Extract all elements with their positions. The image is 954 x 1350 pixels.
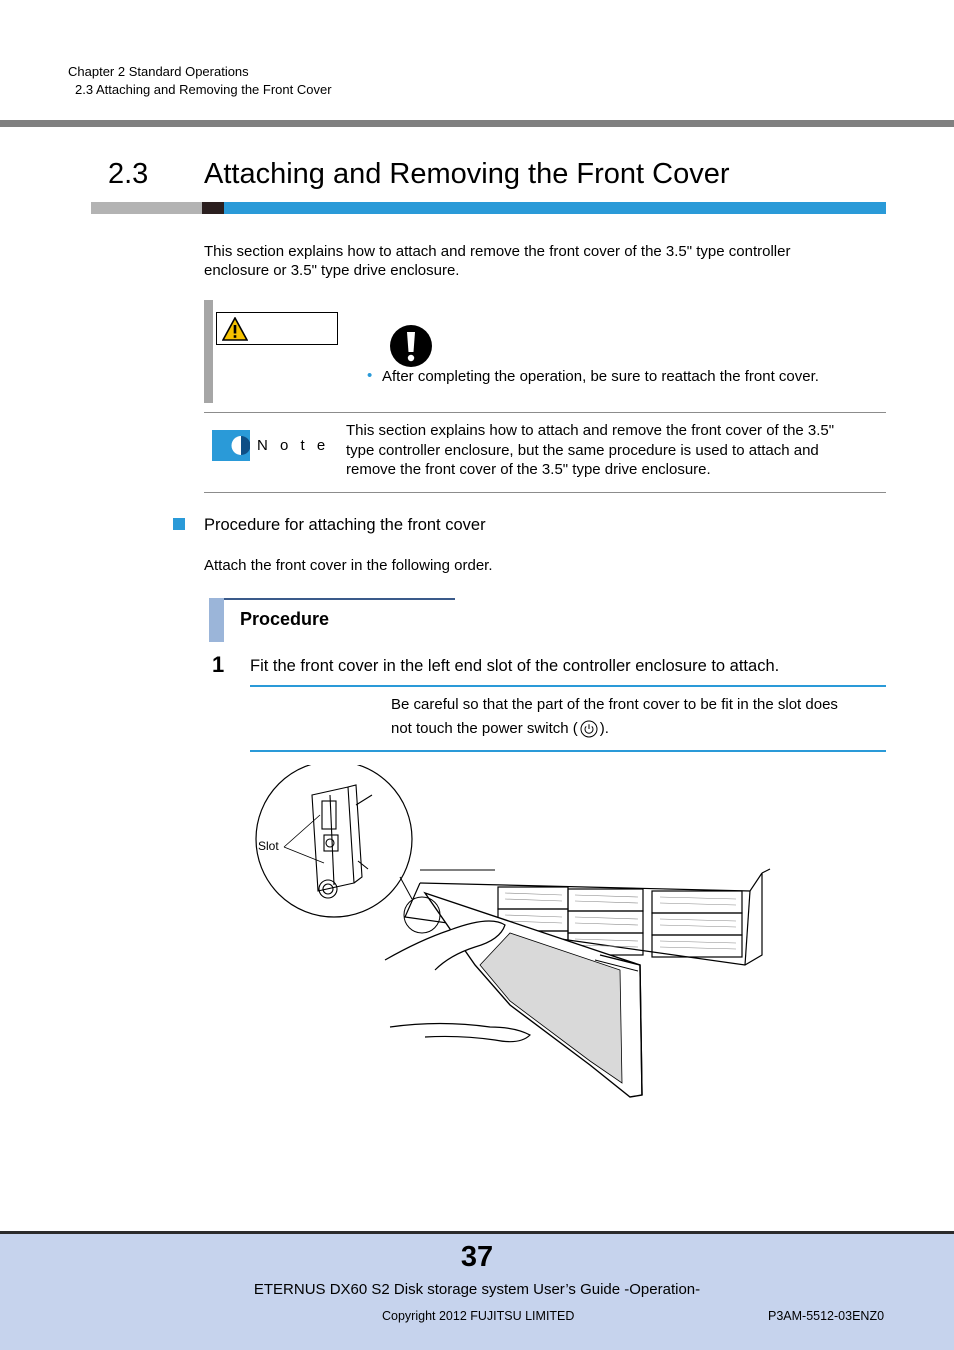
step-number: 1 xyxy=(212,652,225,677)
note-icon xyxy=(212,430,250,461)
section-number: 2.3 xyxy=(108,158,149,190)
front-cover-illustration xyxy=(250,765,780,1110)
power-switch-icon xyxy=(580,720,598,738)
caution-bullet: • xyxy=(367,367,373,384)
page-number: 37 xyxy=(460,1241,494,1273)
step-caution-top-line xyxy=(250,685,886,687)
note-bottom-divider xyxy=(204,492,886,493)
header-rule xyxy=(0,120,954,127)
section-rule-blue xyxy=(224,202,886,214)
procedure-bar xyxy=(209,598,224,642)
procedure-label: Procedure xyxy=(240,609,330,629)
subsection-intro: Attach the front cover in the following order. xyxy=(204,557,493,574)
document-title: ETERNUS DX60 S2 Disk storage system User’s Guide -Operation- xyxy=(253,1281,701,1298)
running-header-chapter: Chapter 2 Standard Operations xyxy=(68,64,249,79)
mandatory-action-icon xyxy=(389,324,433,368)
running-header-section: 2.3 Attaching and Removing the Front Cover xyxy=(75,82,332,97)
intro-line-1: This section explains how to attach and remove the front cover of the 3.5" type controller xyxy=(204,243,791,260)
note-line-3: remove the front cover of the 3.5" type drive enclosure. xyxy=(346,461,711,478)
note-line-1: This section explains how to attach and remove the front cover of the 3.5" xyxy=(346,422,835,439)
slot-label: Slot xyxy=(258,839,279,853)
note-line-2: type controller enclosure, but the same procedure is used to attach and xyxy=(346,442,819,459)
caution-label-box xyxy=(216,312,338,345)
section-rule-grey xyxy=(91,202,202,214)
step-caution-line-2 xyxy=(391,719,609,738)
note-label: N o t e xyxy=(257,437,330,454)
step-caution-line-1: Be careful so that the part of the front cover to be fit in the slot does xyxy=(391,696,838,713)
step-caution-line-2-post: ). xyxy=(599,720,609,737)
section-rule-dark xyxy=(202,202,224,214)
caution-bar xyxy=(204,300,213,403)
warning-triangle-icon xyxy=(222,317,248,341)
copyright: Copyright 2012 FUJITSU LIMITED xyxy=(382,1309,575,1323)
subsection-bullet xyxy=(173,518,185,530)
subsection-title: Procedure for attaching the front cover xyxy=(204,516,486,534)
note-top-divider xyxy=(204,412,886,413)
step-text: Fit the front cover in the left end slot of the controller enclosure to attach. xyxy=(250,657,780,675)
section-title: Attaching and Removing the Front Cover xyxy=(204,158,730,190)
intro-line-2: enclosure or 3.5" type drive enclosure. xyxy=(204,262,460,279)
document-number: P3AM-5512-03ENZ0 xyxy=(768,1309,885,1323)
step-caution-line-2-pre: not touch the power switch ( xyxy=(391,720,578,737)
procedure-top-line xyxy=(224,598,455,600)
step-caution-bottom-line xyxy=(250,750,886,752)
caution-text: After completing the operation, be sure to reattach the front cover. xyxy=(382,368,819,385)
